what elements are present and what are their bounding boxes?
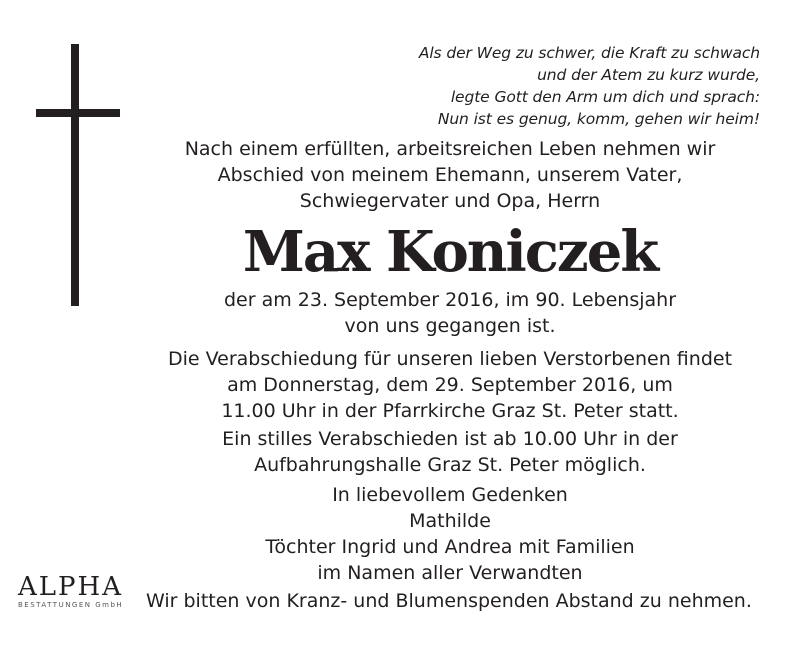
mourner-line: Töchter Ingrid und Andrea mit Familien — [265, 536, 635, 558]
viewing-info — [140, 426, 760, 478]
service-line: Die Verabschiedung für unseren lieben Verstorbenen findet — [167, 348, 733, 370]
logo-name: ALPHA — [18, 572, 123, 602]
deceased-name: Max Koniczek — [242, 219, 658, 285]
alpha-logo — [18, 573, 136, 609]
intro-line: Schwiegervater und Opa, Herrn — [299, 190, 601, 212]
poem-line: Nun ist es genug, komm, gehen wir heim! — [437, 110, 760, 128]
mourner-line: In liebevollem Gedenken — [332, 484, 568, 506]
death-info — [140, 287, 760, 339]
viewing-line: Ein stilles Verabschieden ist ab 10.00 Uhr in der — [222, 428, 678, 450]
poem — [300, 42, 760, 130]
poem-line: und der Atem zu kurz wurde, — [537, 66, 760, 84]
poem-line: legte Gott den Arm um dich und sprach: — [450, 88, 760, 106]
mourners — [140, 482, 760, 586]
mourner-line: im Namen aller Verwandten — [317, 562, 583, 584]
closing-request: Wir bitten von Kranz- und Blumenspenden Abstand zu nehmen. — [146, 590, 752, 612]
service-line: 11.00 Uhr in der Pfarrkirche Graz St. Peter statt. — [221, 400, 679, 422]
viewing-line: Aufbahrungshalle Graz St. Peter möglich. — [254, 454, 646, 476]
intro-line: Nach einem erfüllten, arbeitsreichen Leben nehmen wir — [184, 138, 716, 160]
poem-line: Als der Weg zu schwer, die Kraft zu schwach — [418, 44, 760, 62]
service-info — [140, 346, 760, 424]
service-line: am Donnerstag, dem 29. September 2016, um — [227, 374, 673, 396]
cross-horizontal-bar — [36, 109, 120, 117]
death-line: der am 23. September 2016, im 90. Lebensjahr — [223, 289, 677, 311]
cross-vertical-bar — [71, 44, 79, 306]
mourner-line: Mathilde — [409, 510, 491, 532]
intro-line: Abschied von meinem Ehemann, unserem Vater, — [217, 164, 683, 186]
intro-text — [140, 136, 760, 214]
death-line: von uns gegangen ist. — [344, 315, 556, 337]
logo-subtitle: BESTATTUNGEN GmbH — [18, 601, 124, 609]
